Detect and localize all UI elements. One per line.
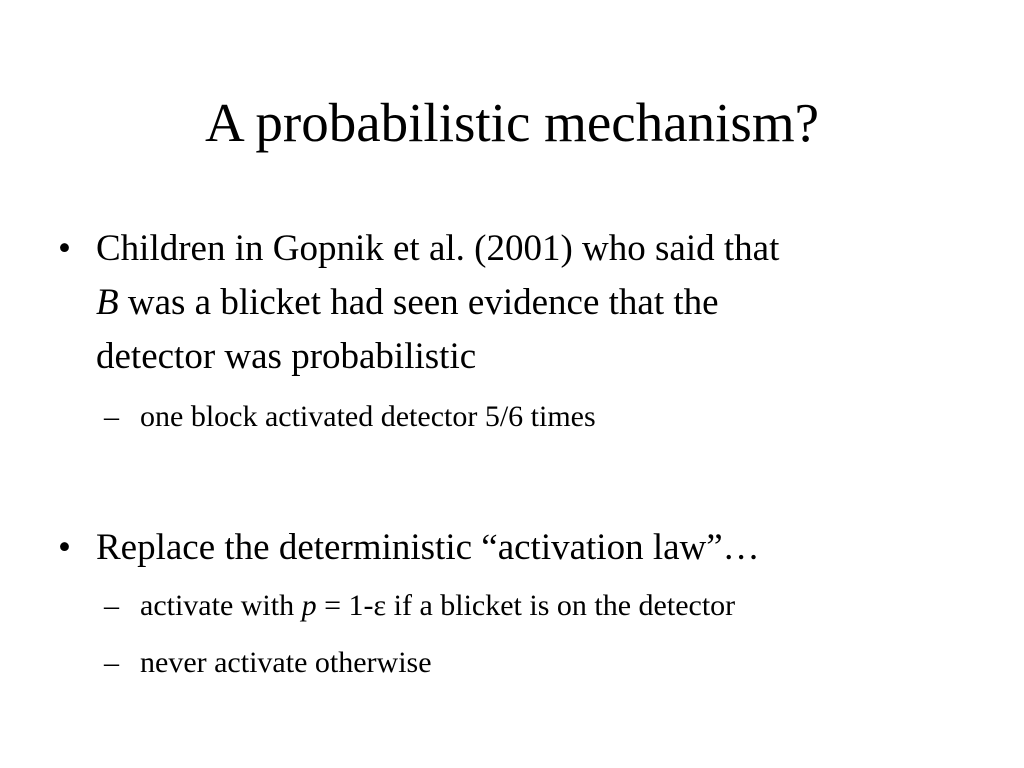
sub-bullet-text: one block activated detector 5/6 times (140, 400, 596, 433)
sub-bullet-text: never activate otherwise (140, 646, 432, 679)
sub-bullet-item (104, 586, 984, 626)
slide-title: A probabilistic mechanism? (204, 92, 820, 153)
sub-bullet-item (104, 397, 984, 437)
bullet-line (96, 276, 956, 330)
sub-bullet-text-after: = 1-ε if a blicket is on the detector (316, 589, 736, 622)
bullet-line-rest: was a blicket had seen evidence that the (118, 282, 719, 323)
bullet-item (58, 521, 958, 577)
dash-icon: – (104, 400, 119, 433)
bullet-item (58, 222, 958, 392)
bullet-text: Replace the deterministic “activation law”… (96, 527, 760, 568)
bullet-line: detector was probabilistic (96, 336, 477, 377)
bullet-icon: • (58, 228, 71, 269)
italic-variable: B (96, 282, 119, 323)
italic-variable: p (301, 589, 317, 622)
bullet-icon: • (58, 527, 71, 568)
bullet-text (96, 222, 956, 384)
dash-icon: – (104, 589, 119, 622)
dash-icon: – (104, 646, 119, 679)
sub-bullet-text-before: activate with (140, 589, 302, 622)
bullet-line: Children in Gopnik et al. (2001) who said that (96, 228, 780, 269)
sub-bullet-item (104, 643, 984, 683)
